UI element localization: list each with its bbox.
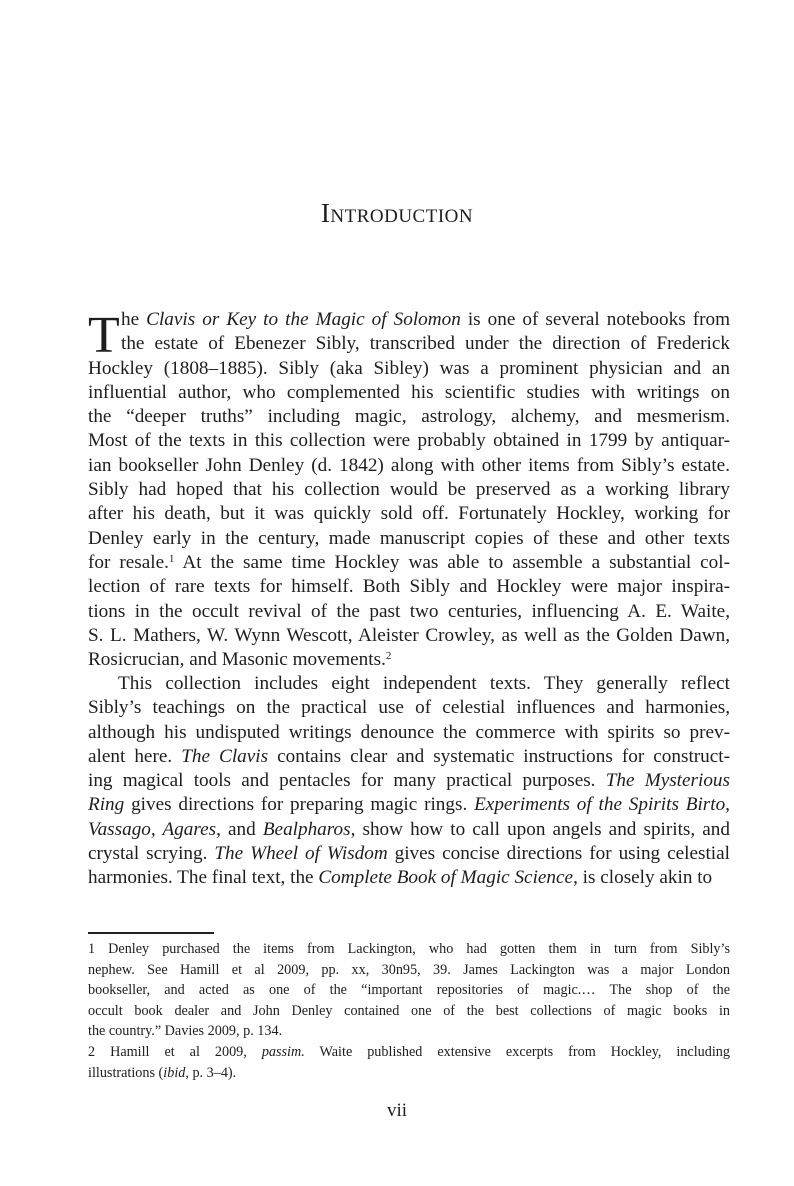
italic-text: The Clavis (181, 745, 269, 767)
text: for resale. (88, 551, 169, 573)
text-line (88, 866, 730, 890)
drop-cap: T (88, 307, 120, 364)
footnotes (88, 939, 730, 1083)
text-line (88, 502, 730, 526)
text: after his death, but it was quickly sold off. Fortunately Hockley, working for (88, 503, 730, 525)
text: alent here. (88, 745, 182, 767)
text-line (88, 551, 730, 575)
text-line (88, 745, 730, 769)
text-line (88, 405, 730, 429)
text: illustrations ( (88, 1064, 164, 1081)
text: gives directions for preparing magic rings. (124, 794, 475, 816)
text: influential author, who complemented his scientific studies with writings on (88, 381, 730, 403)
chapter-title: Introduction (320, 198, 474, 228)
paragraph-2 (88, 672, 730, 891)
text: S. L. Mathers, W. Wynn Wescott, Aleister Crowley, as well as the Golden Dawn, (88, 624, 730, 646)
text-line (88, 1021, 730, 1042)
text: At the same time Hockley was able to assemble a substantial col- (174, 551, 730, 573)
text: 1 Denley purchased the items from Lackington, who had gotten them in turn from Sibly’s (88, 941, 730, 957)
text-line (88, 332, 730, 356)
italic-text: Experiments of the Spirits Birto, (474, 794, 730, 816)
text: although his undisputed writings denounce the commerce with spirits so prev- (88, 721, 730, 743)
italic-text: Ring (88, 794, 125, 816)
text-line (88, 624, 730, 648)
text: , show how to call upon angels and spirits, and (350, 818, 730, 840)
text-line (88, 575, 730, 599)
text: Rosicrucian, and Masonic movements. (88, 649, 386, 671)
text: , p. 3–4). (185, 1064, 237, 1081)
footnote-ref[interactable]: 2 (385, 650, 392, 663)
italic-text: The Mysterious (605, 770, 730, 792)
text-line (88, 454, 730, 478)
text: the “deeper truths” including magic, astrology, alchemy, and mesmerism. (88, 406, 730, 428)
text: is one of several notebooks from (460, 309, 730, 330)
text: Waite published extensive excerpts from Hockley, including (304, 1043, 730, 1060)
text: lection of rare texts for himself. Both Sibly and Hockley were major inspira- (88, 576, 730, 598)
text: occult book dealer and John Denley contained one of the best collections of magic books in (88, 1002, 730, 1019)
text-line (88, 842, 730, 866)
paragraph-1 (88, 308, 730, 672)
text-line (88, 527, 730, 551)
text: nephew. See Hamill et al 2009, pp. xx, 30n95, 39. James Lackington was a major London (88, 961, 730, 978)
text: and (220, 818, 263, 840)
text-line (88, 980, 730, 1001)
text: Sibly had hoped that his collection would be preserved as a working library (88, 479, 730, 501)
text: Denley early in the century, made manuscript copies of these and other texts (88, 527, 730, 549)
text: Sibly’s teachings on the practical use of celestial influences and harmonies, (88, 697, 730, 719)
text-line (88, 1001, 730, 1022)
italic-text: Clavis or Key to the Magic of Solomon (146, 309, 461, 330)
text: , is closely akin to (573, 867, 713, 889)
text: tions in the occult revival of the past two centuries, influencing A. E. Waite, (88, 600, 730, 622)
text: contains clear and systematic instructions for construct- (268, 745, 730, 767)
text-line (88, 672, 730, 696)
text: the country.” Davies 2009, p. 134. (88, 1023, 283, 1040)
text: 2 Hamill et al 2009, (88, 1043, 262, 1060)
text-line (88, 478, 730, 502)
text-line (88, 600, 730, 624)
italic-text: Complete Book of Magic Science (318, 867, 574, 889)
text-line (88, 429, 730, 453)
text: ing magical tools and pentacles for many practical purposes. (88, 770, 606, 792)
text-line (88, 381, 730, 405)
page-number: vii (386, 1100, 408, 1121)
text: bookseller, and acted as one of the “important repositories of magic.… The shop of the (88, 982, 730, 999)
text-line (88, 1063, 730, 1084)
text-line (88, 939, 730, 960)
italic-text: Vassago, Agares, (88, 818, 221, 840)
text-line (88, 648, 730, 672)
italic-text: The Wheel of Wisdom (214, 843, 388, 865)
text-line (88, 818, 730, 842)
italic-text: ibid (163, 1064, 186, 1081)
text: Most of the texts in this collection were probably obtained in 1799 by antiquar- (88, 430, 730, 452)
text: the estate of Ebenezer Sibly, transcribed under the direction of Frederick (121, 333, 730, 355)
text-line (88, 769, 730, 793)
text: harmonies. The final text, the (88, 867, 319, 889)
italic-text: passim. (261, 1043, 305, 1060)
footnote-rule (88, 932, 214, 934)
text-line (88, 960, 730, 981)
text-line (88, 1042, 730, 1063)
text-line (88, 357, 730, 381)
text-line (88, 308, 730, 332)
text-line (88, 696, 730, 720)
italic-text: Bealpharos (262, 818, 351, 840)
text: This collection includes eight independent texts. They generally reflect (118, 673, 730, 694)
text-line (88, 793, 730, 817)
text: crystal scrying. (88, 843, 215, 865)
text: Hockley (1808–1885). Sibly (aka Sibley) was a prominent physician and an (88, 357, 730, 379)
text: ian bookseller John Denley (d. 1842) along with other items from Sibly’s estate. (88, 454, 730, 476)
footnote-ref[interactable]: 1 (168, 552, 175, 565)
text-line (88, 721, 730, 745)
text: he (121, 309, 147, 330)
text: gives concise directions for using celestial (387, 843, 730, 865)
